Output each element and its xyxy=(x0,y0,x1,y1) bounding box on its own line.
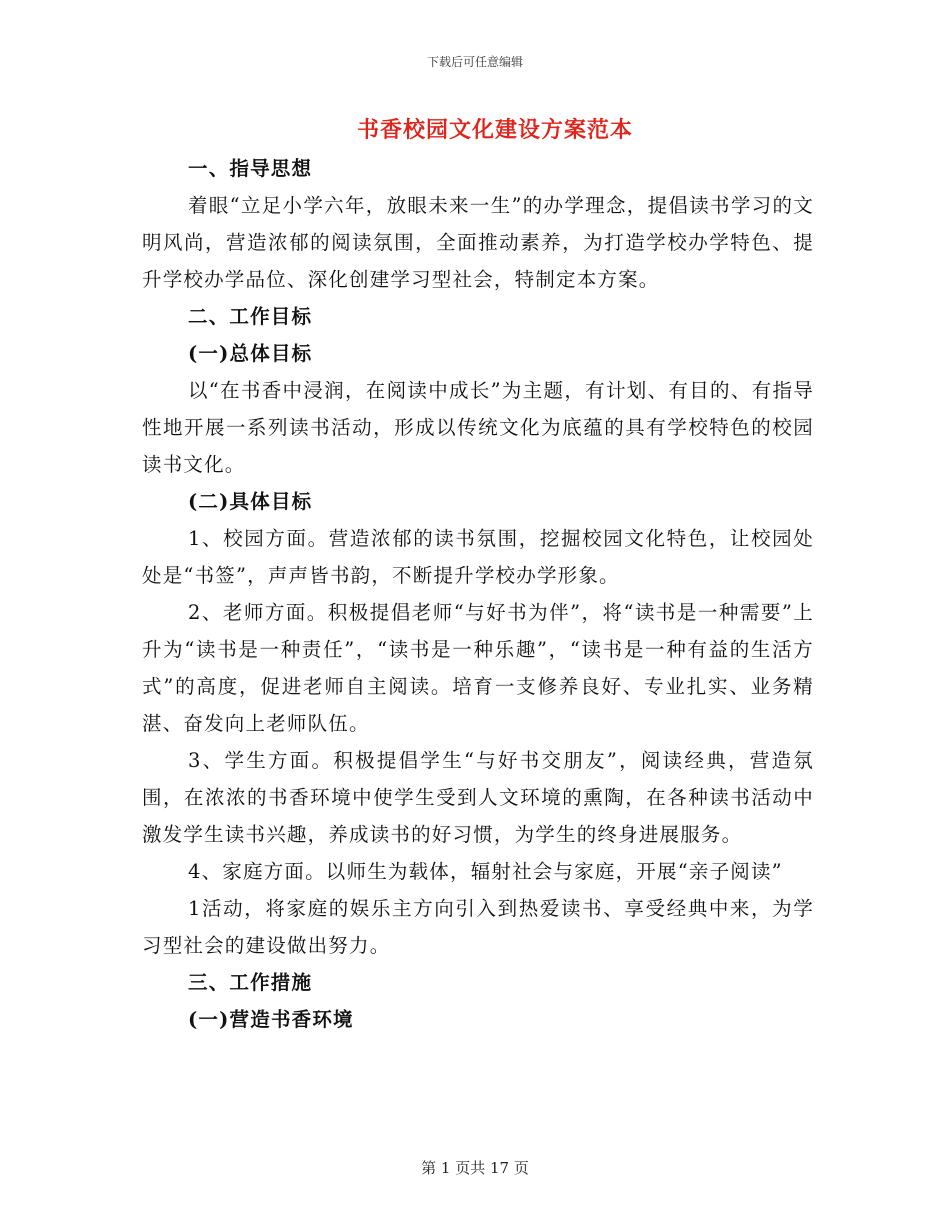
paragraph-family-continued: 1活动，将家庭的娱乐主方向引入到热爱读书、享受经典中来，为学习型社会的建设做出努力。 xyxy=(142,897,814,957)
list-item-teachers: 2、老师方面。积极提倡老师“与好书为伴”，将“读书是一种需要”上升为“读书是一种责任”，“读书是一种乐趣”，“读书是一种有益的生活方式”的高度，促进老师自主阅读。培育一支修养良好、专业扎实、业务精湛、奋发向上老师队伍。 xyxy=(142,601,814,735)
subheading-specific-goals: (二)具体目标 xyxy=(188,490,313,513)
section-heading-guiding-thought: 一、指导思想 xyxy=(188,157,313,180)
subheading-overall-goal: (一)总体目标 xyxy=(188,342,313,365)
document-title: 书香校园文化建设方案范本 xyxy=(356,117,633,143)
document-body xyxy=(142,150,814,1038)
paragraph-guiding-thought: 着眼“立足小学六年，放眼未来一生”的办学理念，提倡读书学习的文明风尚，营造浓郁的阅读氛围，全面推动素养，为打造学校办学特色、提升学校办学品位、深化创建学习型社会，特制定本方案。 xyxy=(142,194,814,291)
page-number-footer: 第 1 页共 17 页 xyxy=(421,1159,529,1177)
list-item-students: 3、学生方面。积极提倡学生“与好书交朋友”，阅读经典，营造氛围，在浓浓的书香环境中使学生受到人文环境的熏陶，在各种读书活动中激发学生读书兴趣，养成读书的好习惯，为学生的终身进展服务。 xyxy=(142,749,814,846)
paragraph-overall-goal: 以“在书香中浸润，在阅读中成长”为主题，有计划、有目的、有指导性地开展一系列读书活动，形成以传统文化为底蕴的具有学校特色的校园读书文化。 xyxy=(142,379,814,476)
section-heading-work-measures: 三、工作措施 xyxy=(188,971,313,994)
list-item-family: 4、家庭方面。以师生为载体，辐射社会与家庭，开展“亲子阅读” xyxy=(188,860,783,883)
section-heading-work-goals: 二、工作目标 xyxy=(188,305,313,328)
subheading-reading-environment: (一)营造书香环境 xyxy=(188,1008,354,1031)
list-item-campus: 1、校园方面。营造浓郁的读书氛围，挖掘校园文化特色，让校园处处是“书签”，声声皆书韵，不断提升学校办学形象。 xyxy=(142,527,814,587)
page-header-note: 下载后可任意编辑 xyxy=(426,55,523,69)
